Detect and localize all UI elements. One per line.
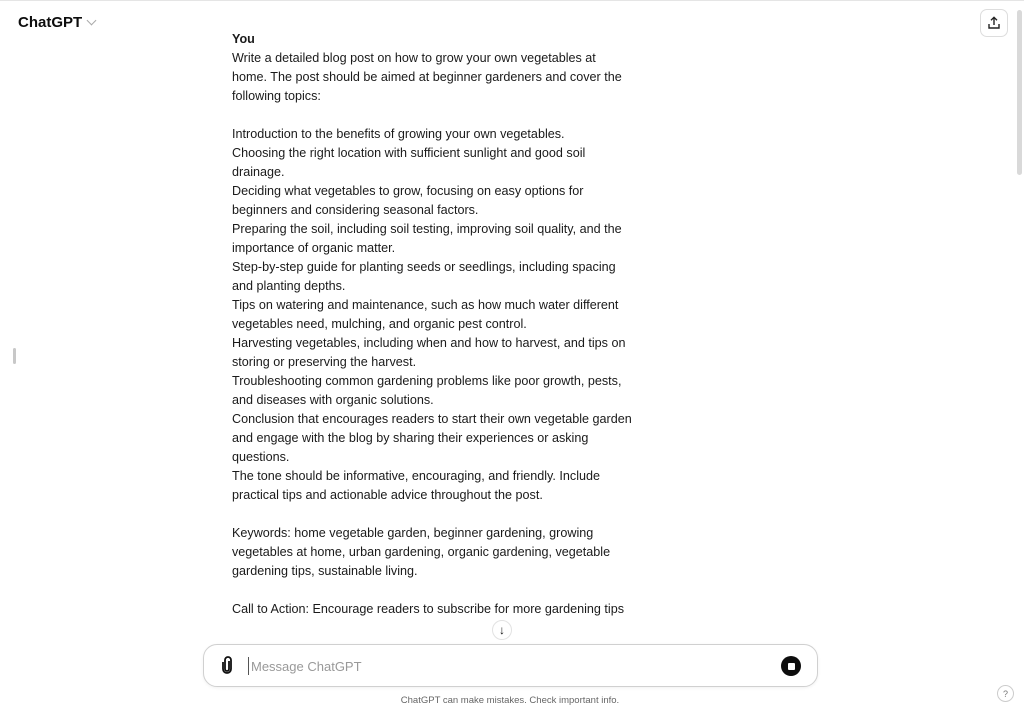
- scrollbar[interactable]: [1017, 10, 1022, 175]
- chevron-down-icon: [87, 16, 97, 26]
- model-name: ChatGPT: [18, 14, 83, 31]
- message-line: [232, 106, 652, 125]
- scroll-down-button[interactable]: [492, 620, 512, 640]
- composer: [203, 644, 818, 687]
- share-button[interactable]: [980, 9, 1008, 37]
- message-input[interactable]: [248, 657, 768, 675]
- message-line: Conclusion that encourages readers to start their own vegetable garden: [232, 412, 632, 426]
- message-line: and diseases with organic solutions.: [232, 393, 434, 407]
- message-line: Deciding what vegetables to grow, focusing on easy options for: [232, 184, 584, 198]
- message-line: Troubleshooting common gardening problems like poor growth, pests,: [232, 374, 622, 388]
- paperclip-icon[interactable]: [218, 656, 236, 676]
- message-line: [232, 581, 652, 600]
- message-line: and engage with the blog by sharing their experiences or asking: [232, 431, 589, 445]
- message-line: practical tips and actionable advice throughout the post.: [232, 488, 543, 502]
- message-line: gardening tips, sustainable living.: [232, 564, 418, 578]
- message-line: Write a detailed blog post on how to grow your own vegetables at: [232, 51, 596, 65]
- message-line: Keywords: home vegetable garden, beginner gardening, growing: [232, 526, 594, 540]
- arrow-down-icon: ↓: [499, 623, 505, 637]
- message-line: vegetables need, mulching, and organic pest control.: [232, 317, 527, 331]
- message-line: storing or preserving the harvest.: [232, 355, 417, 369]
- message-line: vegetables at home, urban gardening, organic gardening, vegetable: [232, 545, 611, 559]
- message-line: [232, 505, 652, 524]
- message-line: Introduction to the benefits of growing your own vegetables.: [232, 127, 565, 141]
- share-icon: [987, 16, 1001, 30]
- message-line: Step-by-step guide for planting seeds or seedlings, including spacing: [232, 260, 616, 274]
- message-line: importance of organic matter.: [232, 241, 396, 255]
- help-button[interactable]: ?: [997, 685, 1014, 702]
- message-line: The tone should be informative, encouraging, and friendly. Include: [232, 469, 601, 483]
- top-border: [0, 0, 1024, 1]
- message-line: following topics:: [232, 89, 321, 103]
- message-line: beginners and considering seasonal factors.: [232, 203, 479, 217]
- disclaimer: ChatGPT can make mistakes. Check important info.: [400, 695, 620, 706]
- message-line: Call to Action: Encourage readers to subscribe for more gardening tips: [232, 602, 625, 616]
- user-message: [232, 30, 652, 619]
- message-author: You: [232, 32, 255, 46]
- model-selector[interactable]: [18, 14, 95, 31]
- message-line: Choosing the right location with sufficient sunlight and good soil: [232, 146, 586, 160]
- message-line: home. The post should be aimed at beginner gardeners and cover the: [232, 70, 622, 84]
- message-line: drainage.: [232, 165, 285, 179]
- stop-icon: [788, 663, 795, 670]
- message-line: questions.: [232, 450, 290, 464]
- message-body: [232, 49, 652, 619]
- sidebar-toggle-handle[interactable]: [13, 348, 16, 364]
- stop-generating-button[interactable]: [781, 656, 801, 676]
- message-line: Preparing the soil, including soil testing, improving soil quality, and the: [232, 222, 622, 236]
- message-line: Tips on watering and maintenance, such as how much water different: [232, 298, 619, 312]
- message-line: and planting depths.: [232, 279, 346, 293]
- message-line: Harvesting vegetables, including when and how to harvest, and tips on: [232, 336, 626, 350]
